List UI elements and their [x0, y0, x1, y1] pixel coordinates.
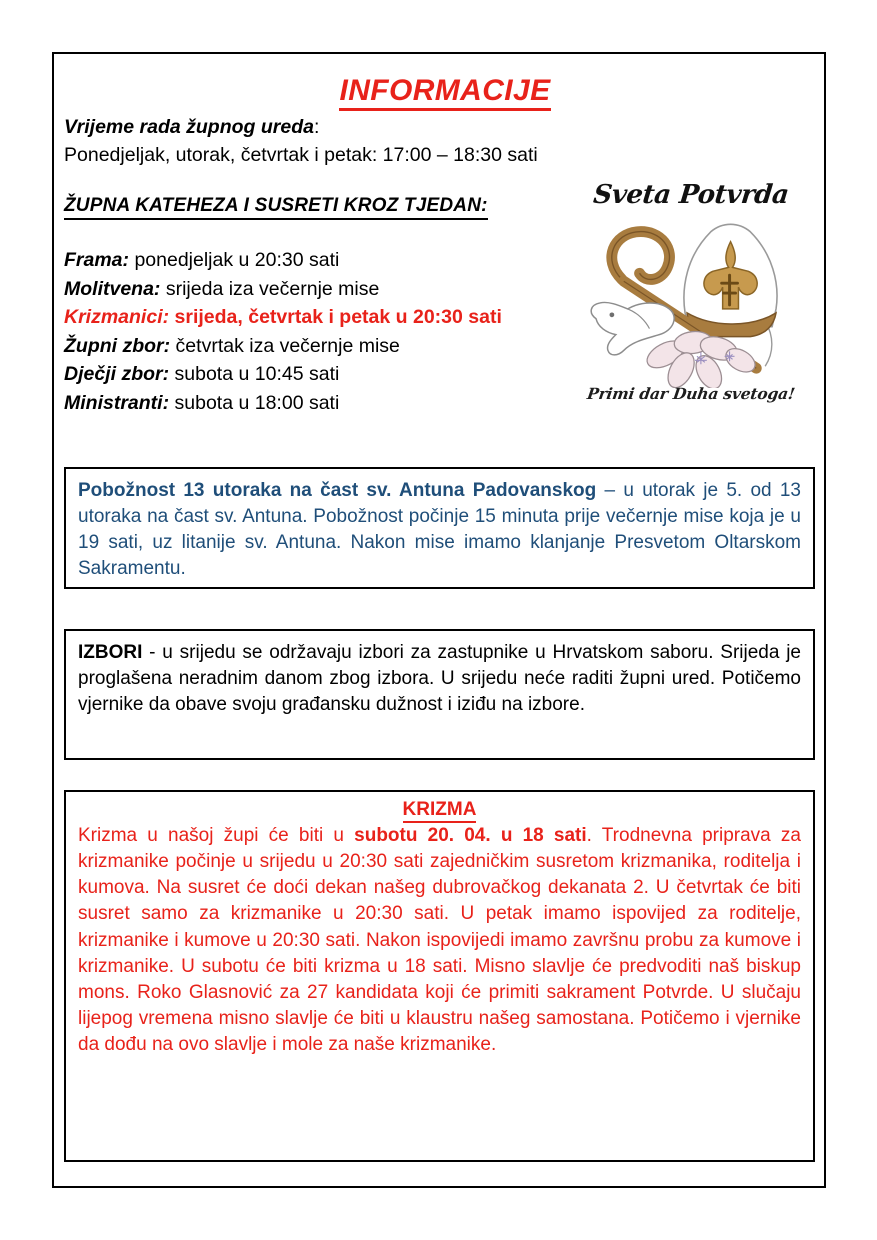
office-hours-label-line — [64, 114, 816, 142]
office-hours-block — [64, 114, 816, 169]
notice-anthony-lead: Pobožnost 13 utoraka na čast sv. Antuna Padovanskog — [78, 480, 597, 501]
schedule-label: Župni zbor: — [64, 334, 171, 357]
krizma-heading-text: KRIZMA — [403, 799, 477, 823]
notice-anthony-body: – u utorak je 5. od 13 utoraka na čast sv. Antuna. Pobožnost počinje 15 minuta prije večernje mise koja je u 19 sati, uz litanije sv. Antuna. Nakon mise imamo klanjanje Presvetom Oltarskom Sakramentu. — [78, 480, 801, 580]
notice-elections-body: - u srijedu se održavaju izbori za zastupnike u Hrvatskom saboru. Srijeda je proglašena neradnim danom zbog izbora. U srijedu neće raditi župni ured. Potičemo vjernike da obave svoju građansku dužnost i iziđu na izbore. — [78, 642, 801, 716]
schedule-value: subota u 18:00 sati — [169, 391, 340, 414]
schedule-label: Ministranti: — [64, 391, 170, 414]
notice-anthony-text — [78, 478, 801, 582]
krizma-body-part1: Krizma u našoj župi će biti u — [78, 825, 355, 846]
schedule-label: Molitvena: — [64, 277, 161, 300]
page-title — [64, 74, 816, 108]
krizma-heading — [78, 799, 801, 821]
schedule-label: Dječji zbor: — [64, 363, 170, 386]
notice-box-confirmation — [64, 790, 815, 1162]
schedule-label: Krizmanici: — [64, 306, 170, 329]
emblem-title-text: Sveta Potvrda — [591, 180, 791, 210]
notice-elections-lead: IZBORI — [78, 642, 143, 663]
schedule-value: ponedjeljak u 20:30 sati — [129, 249, 340, 272]
office-hours-colon: : — [313, 116, 320, 138]
notice-confirmation-text — [78, 823, 801, 1058]
krizma-body-part2: . Trodnevna priprava za krizmanike počinje u srijedu u 20:30 sati zajedničkim susretom krizmanika, roditelja i kumova. Na susret će doći dekan našeg dubrovačkog dekanata 2. U četvrtak će biti susret samo za krizmanike u 20:30 sati. U petak imamo ispovijed za roditelje, krizmanike i kumove u 20:30 sati. Nakon ispovijedi imamo završnu probu za kumove i krizmanike. U subotu će biti krizma u 18 sati. Misno slavlje će predvoditi naš biskup mons. Roko Glasnović za 27 kandidata koji će primiti sakrament Potvrde. U slučaju lijepog vremena misno slavlje će biti u klaustru našeg samostana. Potičemo i vjernike da dođu na ovo slavlje i mole za naše krizmanike. — [78, 825, 801, 1055]
catechesis-heading: ŽUPNA KATEHEZA I SUSRETI KROZ TJEDAN: — [64, 195, 488, 220]
notice-elections-text — [78, 640, 801, 718]
page-title-text: INFORMACIJE — [339, 74, 550, 111]
notice-box-elections — [64, 629, 815, 760]
confirmation-emblem — [560, 180, 822, 438]
schedule-value: srijeda iza večernje mise — [160, 277, 380, 300]
schedule-value: srijeda, četvrtak i petak u 20:30 sati — [169, 306, 502, 329]
document-body — [64, 62, 816, 417]
emblem-tagline-text: Primi dar Duha svetoga! — [585, 384, 797, 403]
confirmation-emblem-icon — [560, 210, 822, 388]
krizma-body-bold: subotu 20. 04. u 18 sati — [354, 825, 587, 846]
schedule-value: četvrtak iza večernje mise — [170, 334, 400, 357]
office-hours-label: Vrijeme rada župnog ureda — [64, 116, 314, 138]
schedule-value: subota u 10:45 sati — [169, 363, 340, 386]
notice-box-anthony — [64, 467, 815, 589]
schedule-label: Frama: — [64, 249, 130, 272]
office-hours-value: Ponedjeljak, utorak, četvrtak i petak: 17:00 – 18:30 sati — [64, 143, 538, 166]
